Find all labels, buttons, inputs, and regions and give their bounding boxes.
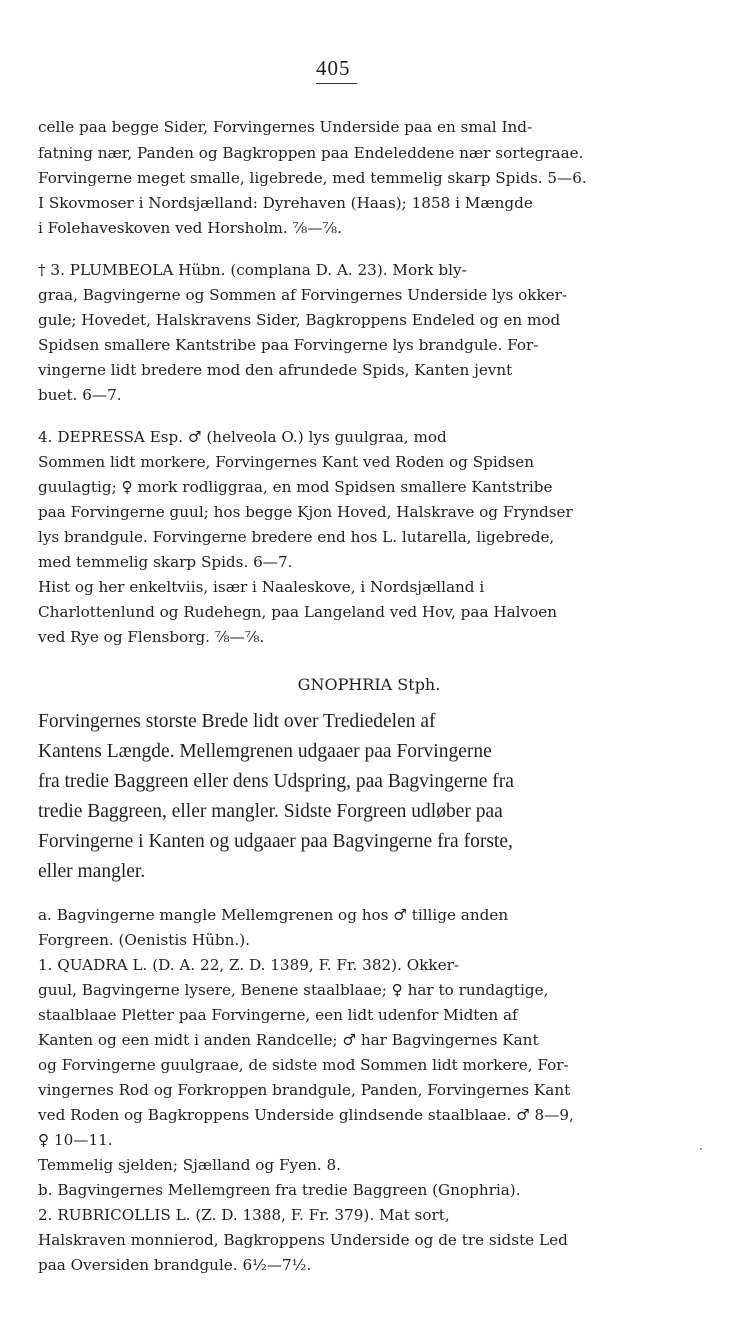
text-line: Hist og her enkeltviis, især i Naaleskove, i Nordsjælland i xyxy=(38,578,485,596)
print-speck xyxy=(700,1148,702,1150)
text-line: guulagtig; ♀ mork rodliggraa, en mod Spidsen smallere Kantstribe xyxy=(38,478,553,496)
page-number: 405 xyxy=(316,56,357,84)
genus-heading: GNOPHRIA Stph. xyxy=(297,675,441,694)
text-line: Kanten og een midt i anden Randcelle; ♂ har Bagvingernes Kant xyxy=(38,1031,539,1049)
text-line: Halskraven monnierod, Bagkroppens Underside og de tre sidste Led xyxy=(38,1231,568,1249)
text-line: gule; Hovedet, Halskravens Sider, Bagkroppens Endeled og en mod xyxy=(38,311,561,329)
text-line: 1. QUADRA L. (D. A. 22, Z. D. 1389, F. Fr. 382). Okker- xyxy=(38,956,459,974)
text-line: ♀ 10—11. xyxy=(38,1131,113,1149)
text-line: 2. RUBRICOLLIS L. (Z. D. 1388, F. Fr. 379). Mat sort, xyxy=(38,1206,450,1224)
text-line: paa Oversiden brandgule. 6½—7½. xyxy=(38,1256,312,1274)
text-line: med temmelig skarp Spids. 6—7. xyxy=(38,553,293,571)
text-line: celle paa begge Sider, Forvingernes Underside paa en smal Ind- xyxy=(38,118,533,136)
text-line: staalblaae Pletter paa Forvingerne, een lidt udenfor Midten af xyxy=(38,1006,518,1024)
text-line: Forvingernes storste Brede lidt over Trediedelen af xyxy=(38,711,436,732)
text-line: Sommen lidt morkere, Forvingernes Kant ved Roden og Spidsen xyxy=(38,453,534,471)
text-line: Charlottenlund og Rudehegn, paa Langeland ved Hov, paa Halvoen xyxy=(38,603,557,621)
text-line: lys brandgule. Forvingerne bredere end hos L. lutarella, ligebrede, xyxy=(38,528,555,546)
text-line: tredie Baggreen, eller mangler. Sidste Forgreen udløber paa xyxy=(38,801,503,822)
text-line: Spidsen smallere Kantstribe paa Forvingerne lys brandgule. For- xyxy=(38,336,539,354)
text-line: guul, Bagvingerne lysere, Benene staalblaae; ♀ har to rundagtige, xyxy=(38,981,549,999)
text-line: fra tredie Baggreen eller dens Udspring, paa Bagvingerne fra xyxy=(38,771,514,792)
text-line: ved Rye og Flensborg. ⅞—⅞. xyxy=(38,628,265,646)
text-line: vingernes Rod og Forkroppen brandgule, Panden, Forvingernes Kant xyxy=(38,1081,571,1099)
text-line: a. Bagvingerne mangle Mellemgrenen og hos ♂ tillige anden xyxy=(38,906,509,924)
text-line: og Forvingerne guulgraae, de sidste mod Sommen lidt morkere, For- xyxy=(38,1056,569,1074)
text-line: Forgreen. (Oenistis Hübn.). xyxy=(38,931,250,949)
text-line: paa Forvingerne guul; hos begge Kjon Hoved, Halskrave og Fryndser xyxy=(38,503,573,521)
text-line: Forvingerne meget smalle, ligebrede, med temmelig skarp Spids. 5—6. xyxy=(38,169,587,187)
text-line: Forvingerne i Kanten og udgaaer paa Bagvingerne fra forste, xyxy=(38,831,513,852)
text-line: ved Roden og Bagkroppens Underside glindsende staalblaae. ♂ 8—9, xyxy=(38,1106,574,1124)
text-line: I Skovmoser i Nordsjælland: Dyrehaven (Haas); 1858 i Mængde xyxy=(38,194,533,212)
text-line: b. Bagvingernes Mellemgreen fra tredie Baggreen (Gnophria). xyxy=(38,1181,521,1199)
text-line: i Folehaveskoven ved Horsholm. ⅞—⅞. xyxy=(38,219,342,237)
text-line: fatning nær, Panden og Bagkroppen paa Endeleddene nær sortegraae. xyxy=(38,144,584,162)
text-line: 4. DEPRESSA Esp. ♂ (helveola O.) lys guulgraa, mod xyxy=(38,428,447,446)
text-line: Temmelig sjelden; Sjælland og Fyen. 8. xyxy=(38,1156,341,1174)
text-line: Kantens Længde. Mellemgrenen udgaaer paa Forvingerne xyxy=(38,741,492,762)
text-line: eller mangler. xyxy=(38,861,146,882)
text-line: † 3. PLUMBEOLA Hübn. (complana D. A. 23). Mork bly- xyxy=(38,261,467,279)
text-line: buet. 6—7. xyxy=(38,386,122,404)
text-line: graa, Bagvingerne og Sommen af Forvingernes Underside lys okker- xyxy=(38,286,568,304)
text-line: vingerne lidt bredere mod den afrundede Spids, Kanten jevnt xyxy=(38,361,513,379)
